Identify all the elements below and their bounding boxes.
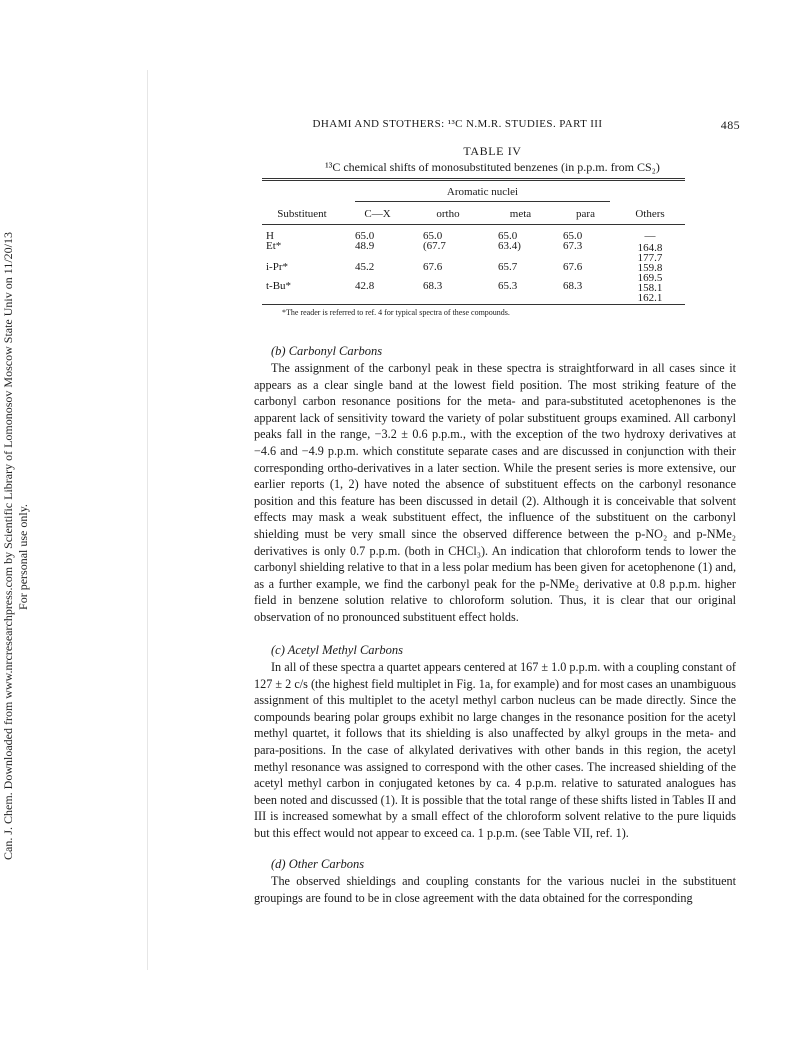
table-footnote: *The reader is referred to ref. 4 for typical spectra of these compounds. bbox=[282, 308, 510, 317]
column-header-ortho: ortho bbox=[436, 208, 460, 220]
table-cell: 162.1 bbox=[637, 292, 663, 304]
table-cell: 159.8 bbox=[637, 262, 663, 274]
table-cell: 164.8 bbox=[637, 242, 663, 254]
running-title: DHAMI AND STOTHERS: ¹³C N.M.R. STUDIES. PART III bbox=[312, 118, 603, 130]
header-bottom-rule bbox=[262, 224, 685, 225]
paragraph-text: In all of these spectra a quartet appears centered at 167 ± 1.0 p.p.m. with a coupling constant of 127 ± 2 c/s (the highest field multiplet in Fig. 1a, for example) and for most cases an unambiguous assignment of this multiplet to the acetyl methyl carbon nucleus can be made directly. Since the compounds bearing polar groups exhibit no large changes in the resonance position for the acetyl methyl quartet, it follows that its shielding is also unaffected by alkyl groups in the meta- and para-positions. In the case of alkylated derivatives with other bands in this region, the acetyl methyl resonance was assigned to correspond with the other cases. The increased shielding of the acetyl methyl carbon in conjugated ketones by ca. 4 p.p.m. relative to saturated analogues has been noted and discussed (1). It is possible that the total range of these shifts listed in Tables II and III is increased somewhat by a small effect of the chloroform solvent relative to the pure liquids but this effect would not appear to exceed ca. 1 p.p.m. (see Table VII, ref. 1). bbox=[254, 660, 736, 840]
table-cell: (67.7 bbox=[423, 240, 446, 252]
column-header-others: Others bbox=[635, 208, 665, 220]
table-cell: 65.0 bbox=[423, 230, 443, 242]
column-header-cx: C—X bbox=[364, 208, 391, 220]
paragraph-text: The assignment of the carbonyl peak in these spectra is straightforward in all cases since it appears as a clear single band at the lowest field position. The most striking feature of the carbonyl carbon resonance positions for the meta- and para-substituted acetophenones is the apparent lack of sensitivity toward the variety of polar substituent groups examined. All carbonyl peaks fall in the range, −3.2 ± 0.6 p.p.m., with the exception of the two hydroxy derivatives at −4.6 and −4.9 p.p.m. which constitute separate cases and are discussed in conjunction with their corresponding ortho-derivatives in a later section. While the present series is more extensive, our earlier reports (1, 2) have noted the absence of substituent effects on the carbonyl resonance position and this feature has been discussed in detail (2). Although it is conceivable that solvent effects may mask a weak substituent effect, the influence of the substituent on the carbonyl shielding must be very small since the observed difference between the p-NO₂ and p-NMe₂ derivatives is only 0.7 p.p.m. (both in CHCl₃). An indication that chloroform tends to lower the carbonyl shielding relative to that in a less polar medium has been given for acetophenone (1) and, as a further example, we find the carbonyl peak for the p-NMe₂ derivative at 0.8 p.p.m. higher field in benzene solution relative to chloroform solution. Thus, it is clear that our original observation of no pronounced substituent effect holds. bbox=[254, 361, 736, 624]
watermark-line-2: For personal use only. bbox=[16, 504, 30, 610]
group-header-rule bbox=[355, 201, 610, 202]
table-title: TABLE IV bbox=[463, 144, 522, 158]
paragraph-acetyl-methyl bbox=[254, 659, 736, 842]
table-cell: Et* bbox=[266, 240, 282, 252]
column-header-substituent: Substituent bbox=[277, 208, 327, 220]
table-caption: ¹³C chemical shifts of monosubstituted benzenes (in p.p.m. from CS₂) bbox=[325, 160, 660, 174]
column-header-meta: meta bbox=[509, 208, 532, 220]
table-cell: t-Bu* bbox=[266, 280, 292, 292]
paragraph-other-carbons bbox=[254, 873, 736, 906]
section-title-other-carbons: (d) Other Carbons bbox=[271, 857, 365, 871]
table-bottom-rule bbox=[262, 304, 685, 305]
table-cell: 48.9 bbox=[355, 240, 375, 252]
table-cell: — bbox=[644, 230, 656, 242]
table-cell: 65.7 bbox=[498, 261, 518, 273]
table-cell: 67.6 bbox=[423, 261, 443, 273]
table-cell: 169.5 bbox=[637, 272, 663, 284]
page-number: 485 bbox=[720, 118, 740, 132]
table-cell: 68.3 bbox=[563, 280, 583, 292]
table-cell: 65.0 bbox=[355, 230, 375, 242]
table-cell: 68.3 bbox=[423, 280, 443, 292]
paragraph-carbonyl bbox=[254, 360, 736, 626]
gutter-line bbox=[147, 70, 148, 970]
table-cell: 45.2 bbox=[355, 261, 375, 273]
page-header bbox=[245, 118, 740, 134]
table-cell: 63.4) bbox=[498, 240, 521, 252]
group-header: Aromatic nuclei bbox=[446, 186, 519, 198]
section-title-carbonyl: (b) Carbonyl Carbons bbox=[271, 344, 383, 358]
paragraph-text: The observed shieldings and coupling constants for the various nuclei in the substituent groupings are found to be in close agreement with the data obtained for the corresponding bbox=[254, 874, 736, 905]
table-top-rule-double bbox=[262, 180, 685, 181]
table-cell: i-Pr* bbox=[266, 261, 288, 273]
table-cell: 65.0 bbox=[563, 230, 583, 242]
table-cell: 67.3 bbox=[563, 240, 583, 252]
table-cell: 65.3 bbox=[498, 280, 518, 292]
section-title-acetyl-methyl: (c) Acetyl Methyl Carbons bbox=[271, 643, 404, 657]
table-cell: 67.6 bbox=[563, 261, 583, 273]
table-cell: H bbox=[266, 230, 274, 242]
column-header-para: para bbox=[576, 208, 595, 220]
table-cell: 42.8 bbox=[355, 280, 375, 292]
table-cell: 177.7 bbox=[637, 252, 663, 264]
table-cell: 158.1 bbox=[637, 282, 663, 294]
table-top-rule bbox=[262, 178, 685, 179]
download-watermark bbox=[1, 232, 49, 860]
watermark-line-1: Can. J. Chem. Downloaded from www.nrcresearchpress.com by Scientific Library of Lomonosov Moscow State Univ on 11/20/13 bbox=[1, 232, 15, 860]
table-cell: 65.0 bbox=[498, 230, 518, 242]
